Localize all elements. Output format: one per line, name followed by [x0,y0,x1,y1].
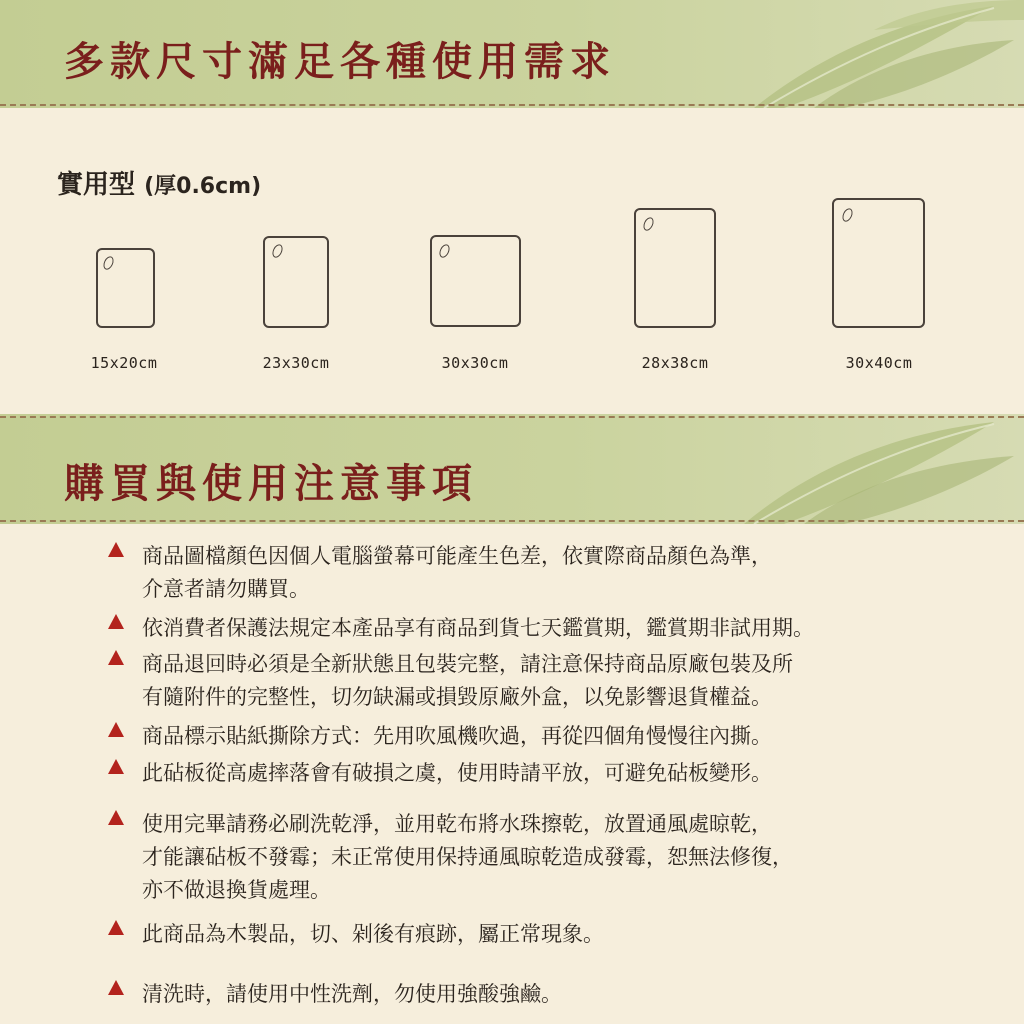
note-line: 依消費者保護法規定本產品享有商品到貨七天鑑賞期，鑑賞期非試用期。 [142,616,814,640]
notes-title: 購買與使用注意事項 [64,461,478,507]
triangle-bullet-icon [108,722,124,737]
board-30x40-icon [832,198,925,328]
practical-label: 實用型 [57,170,136,200]
triangle-bullet-icon [108,614,124,629]
note-line: 清洗時，請使用中性洗劑，勿使用強酸強鹼。 [142,982,562,1006]
note-line: 使用完畢請務必刷洗乾淨，並用乾布將水珠擦乾，放置通風處晾乾， [142,812,772,836]
board-15x20-icon [96,248,155,328]
triangle-bullet-icon [108,810,124,825]
divider [0,520,1024,522]
size-label: 30x40cm [845,354,913,372]
triangle-bullet-icon [108,980,124,995]
triangle-bullet-icon [108,759,124,774]
thickness-label: (厚0.6cm) [144,174,262,199]
note-line: 此商品為木製品，切、剁後有痕跡，屬正常現象。 [142,922,604,946]
header-banner-notes [0,414,1024,524]
note-line: 商品圖檔顏色因個人電腦螢幕可能產生色差，依實際商品顏色為準， [142,544,772,568]
size-label: 15x20cm [90,354,158,372]
sizes-title: 多款尺寸滿足各種使用需求 [64,39,616,85]
triangle-bullet-icon [108,542,124,557]
size-label: 28x38cm [641,354,709,372]
board-28x38-icon [634,208,716,328]
triangle-bullet-icon [108,650,124,665]
triangle-bullet-icon [108,920,124,935]
note-line: 有隨附件的完整性，切勿缺漏或損毀原廠外盒，以免影響退貨權益。 [142,685,772,709]
note-line: 介意者請勿購買。 [142,577,310,601]
leaf-decoration-icon [694,0,1024,108]
note-line: 此砧板從高處摔落會有破損之虞，使用時請平放，可避免砧板變形。 [142,761,772,785]
note-line: 才能讓砧板不發霉；未正常使用保持通風晾乾造成發霉，恕無法修復， [142,845,793,869]
size-label: 23x30cm [262,354,330,372]
leaf-decoration-icon [694,414,1024,524]
header-banner-sizes [0,0,1024,108]
note-line: 商品退回時必須是全新狀態且包裝完整，請注意保持商品原廠包裝及所 [142,652,793,676]
board-23x30-icon [263,236,329,328]
note-line: 亦不做退換貨處理。 [142,878,331,902]
divider [0,416,1024,418]
size-label: 30x30cm [441,354,509,372]
note-line: 商品標示貼紙撕除方式：先用吹風機吹過，再從四個角慢慢往內撕。 [142,724,772,748]
divider [0,104,1024,106]
board-30x30-icon [430,235,521,327]
practical-type-label [57,164,261,201]
